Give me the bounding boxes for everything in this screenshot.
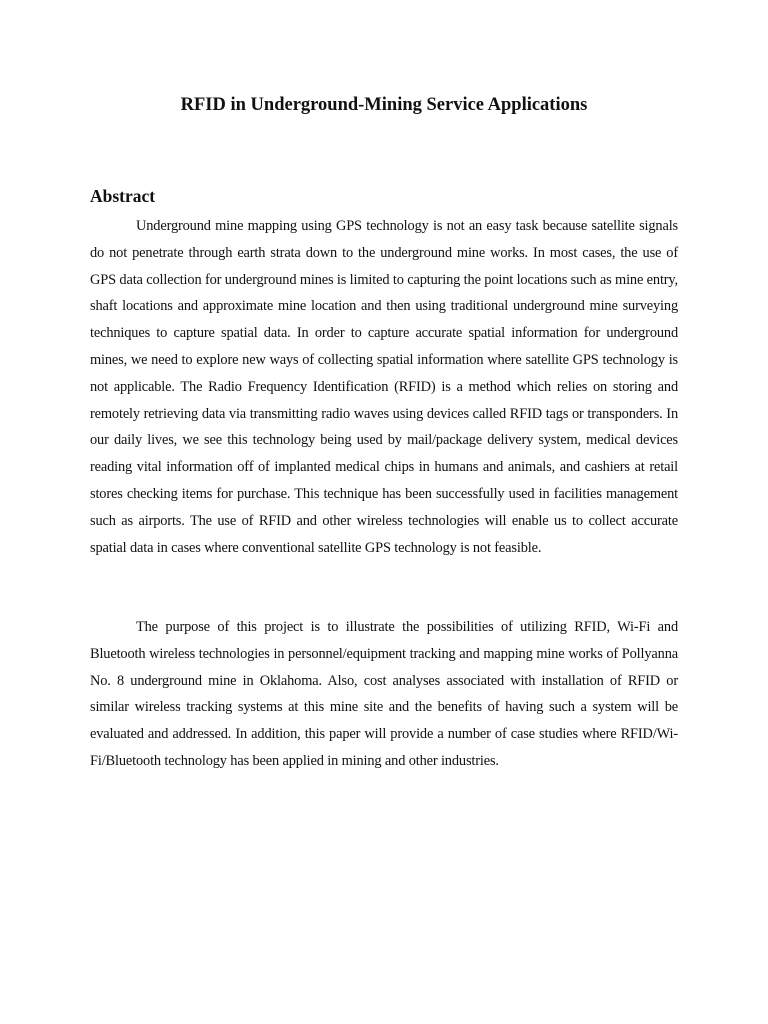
abstract-paragraph-1: Underground mine mapping using GPS technology is not an easy task because satellite signals do not penetrate through earth strata down to the underground mine works. In most cases, the use of GPS data collection for underground mines is limited to capturing the point locations such as mine entry, shaft locations and approximate mine location and then using traditional underground mine surveying techniques to capture spatial data. In order to capture accurate spatial information for underground mines, we need to explore new ways of collecting spatial information where satellite GPS technology is not applicable. The Radio Frequency Identification (RFID) is a method which relies on storing and remotely retrieving data via transmitting radio waves using devices called RFID tags or transponders. In our daily lives, we see this technology being used by mail/package delivery system, medical devices reading vital information off of implanted medical chips in humans and animals, and cashiers at retail stores checking items for purchase. This technique has been successfully used in facilities management such as airports. The use of RFID and other wireless technologies will enable us to collect accurate spatial data in cases where conventional satellite GPS technology is not feasible. <box>90 218 678 556</box>
document-title: RFID in Underground-Mining Service Applications <box>180 95 588 115</box>
abstract-heading: Abstract <box>90 186 156 206</box>
abstract-paragraph-2: The purpose of this project is to illustrate the possibilities of utilizing RFID, Wi-Fi and Bluetooth wireless technologies in personnel/equipment tracking and mapping mine works of Pollyanna No. 8 underground mine in Oklahoma. Also, cost analyses associated with installation of RFID or similar wireless tracking systems at this mine site and the benefits of having such a system will be evaluated and addressed. In addition, this paper will provide a number of case studies where RFID/Wi-Fi/Bluetooth technology has been applied in mining and other industries. <box>90 619 678 769</box>
